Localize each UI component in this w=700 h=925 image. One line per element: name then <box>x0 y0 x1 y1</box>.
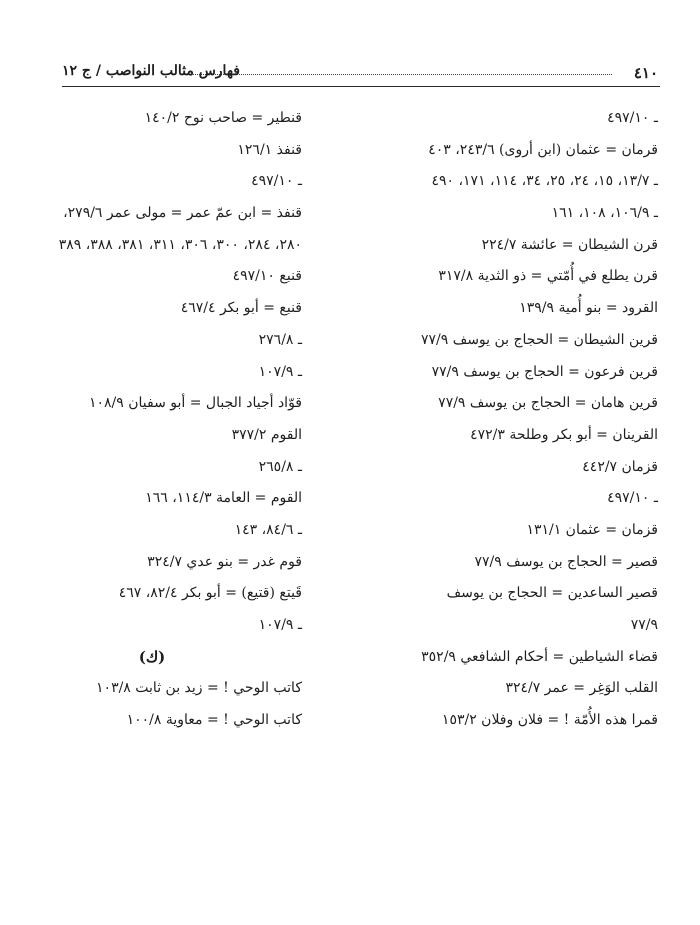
index-entry: قوم غدر = بنو عدي ٣٢٤/٧ <box>147 553 302 570</box>
index-column-left <box>2 103 302 737</box>
index-entry: قمرا هذه الأُمّة ! = فلان وفلان ١٥٣/٢ <box>441 712 658 729</box>
index-entry: القرود = بنو أُمية ١٣٩/٩ <box>519 300 658 317</box>
index-entry: قنفذ ١٢٦/١ <box>237 141 302 158</box>
index-entry: القلب الوَغِر = عمر ٣٢٤/٧ <box>505 680 658 697</box>
index-entry: قنبع = أبو بكر ٤٦٧/٤ <box>180 300 302 317</box>
index-entry: قرين الشيطان = الحجاج بن يوسف ٧٧/٩ <box>420 331 658 348</box>
index-entry: قرين فرعون = الحجاج بن يوسف ٧٧/٩ <box>431 363 658 380</box>
index-entry: كاتب الوحي ! = زيد بن ثابت ١٠٣/٨ <box>96 680 302 697</box>
index-entry: قنبع ٤٩٧/١٠ <box>232 268 302 285</box>
index-entry: قرن الشيطان = عائشة ٢٢٤/٧ <box>481 236 658 253</box>
index-entry: ٢٨٠، ٢٨٤، ٣٠٠، ٣٠٦، ٣١١، ٣٨١، ٣٨٨، ٣٨٩ <box>58 236 302 253</box>
index-entry: قضاء الشياطين = أحكام الشافعي ٣٥٢/٩ <box>421 648 658 665</box>
index-entry: ـ ١٠٧/٩ <box>258 363 302 380</box>
index-entry: قرن يطلع في أُمّتي = ذو الثدية ٣١٧/٨ <box>438 268 658 285</box>
page-header <box>62 62 660 87</box>
index-entry: قرمان = عثمان (ابن أروى) ٢٤٣/٦، ٤٠٣ <box>428 141 658 158</box>
page-number: ٤١٠ <box>633 64 658 82</box>
section-heading: (ك) <box>138 647 166 666</box>
index-entry: ـ ٤٩٧/١٠ <box>607 490 658 507</box>
index-entry: ـ ٨٤/٦، ١٤٣ <box>234 521 302 538</box>
index-entry: قنفذ = ابن عمّ عمر = مولى عمر ٢٧٩/٦، <box>63 205 302 222</box>
running-title: فهارس مثالب النواصب / ج ١٢ <box>62 63 240 79</box>
index-entry: ـ ٢٦٥/٨ <box>258 458 302 475</box>
index-entry: قصير = الحجاج بن يوسف ٧٧/٩ <box>474 553 658 570</box>
index-entry: ـ ٢٧٦/٨ <box>258 331 302 348</box>
index-entry: القوم ٣٧٧/٢ <box>231 426 302 443</box>
index-entry: ٧٧/٩ <box>630 617 658 633</box>
index-entry: قزمان = عثمان ١٣١/١ <box>526 521 658 538</box>
index-entry: ـ ٤٩٧/١٠ <box>607 110 658 126</box>
index-entry: ـ ١٣/٧، ١٥، ٢٤، ٢٥، ٣٤، ١١٤، ١٧١، ٤٩٠ <box>431 173 658 190</box>
index-entry: قَيتع (قتيع) = أبو بكر ٨٢/٤، ٤٦٧ <box>118 585 302 602</box>
index-entry: قصير الساعدين = الحجاج بن يوسف <box>446 585 658 602</box>
index-entry: القرينان = أبو بكر وطلحة ٤٧٢/٣ <box>470 426 658 443</box>
index-entry: ـ ١٠٧/٩ <box>258 617 302 633</box>
index-entry: قنطير = صاحب نوح ١٤٠/٢ <box>144 110 302 126</box>
index-entry: كاتب الوحي ! = معاوية ١٠٠/٨ <box>126 712 302 729</box>
index-entry: ـ ٤٩٧/١٠ <box>251 173 302 190</box>
index-entry: قرين هامان = الحجاج بن يوسف ٧٧/٩ <box>438 395 658 412</box>
index-entry: القوم = العامة ١١٤/٣، ١٦٦ <box>145 490 302 507</box>
index-entry: قزمان ٤٤٢/٧ <box>582 458 658 475</box>
dotted-leader <box>190 74 612 75</box>
index-entry: ـ ١٠٦/٩، ١٠٨، ١٦١ <box>551 205 658 222</box>
index-entry: قوّاد أجياد الجبال = أبو سفيان ١٠٨/٩ <box>88 395 302 412</box>
index-column-right <box>328 103 658 737</box>
